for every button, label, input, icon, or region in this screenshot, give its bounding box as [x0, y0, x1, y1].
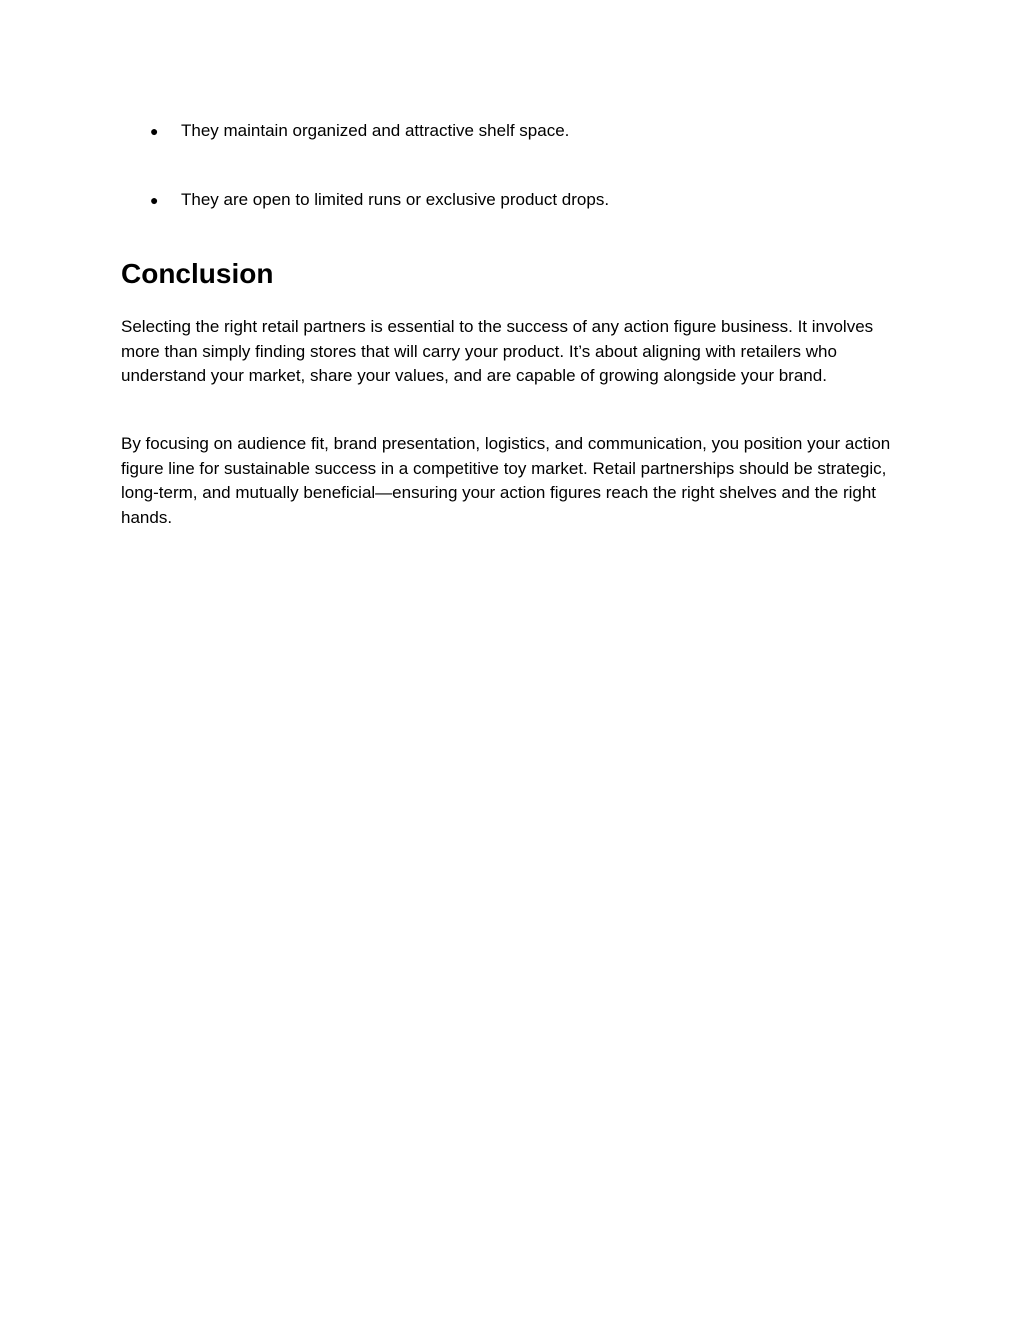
- bullet-list: [150, 119, 910, 257]
- conclusion-paragraph: Selecting the right retail partners is essential to the success of any action figure business. It involves more than simply finding stores that will carry your product. It’s about aligning with retailers who understand your market, share your values, and are capable of growing alongside your brand.: [121, 317, 874, 385]
- conclusion-paragraph: By focusing on audience fit, brand presentation, logistics, and communication, you position your action figure line for sustainable success in a competitive toy market. Retail partnerships should be strategic, long-term, and mutually beneficial—ensuring your action figures reach the right shelves and the right hands.: [121, 434, 891, 527]
- bullet-icon: ●: [150, 192, 159, 208]
- list-item: [150, 119, 910, 143]
- list-item: [150, 188, 910, 212]
- bullet-icon: ●: [150, 123, 159, 139]
- list-item-text: They are open to limited runs or exclusive product drops.: [181, 190, 610, 209]
- list-item-text: They maintain organized and attractive shelf space.: [181, 121, 570, 140]
- section-heading: Conclusion: [121, 258, 274, 289]
